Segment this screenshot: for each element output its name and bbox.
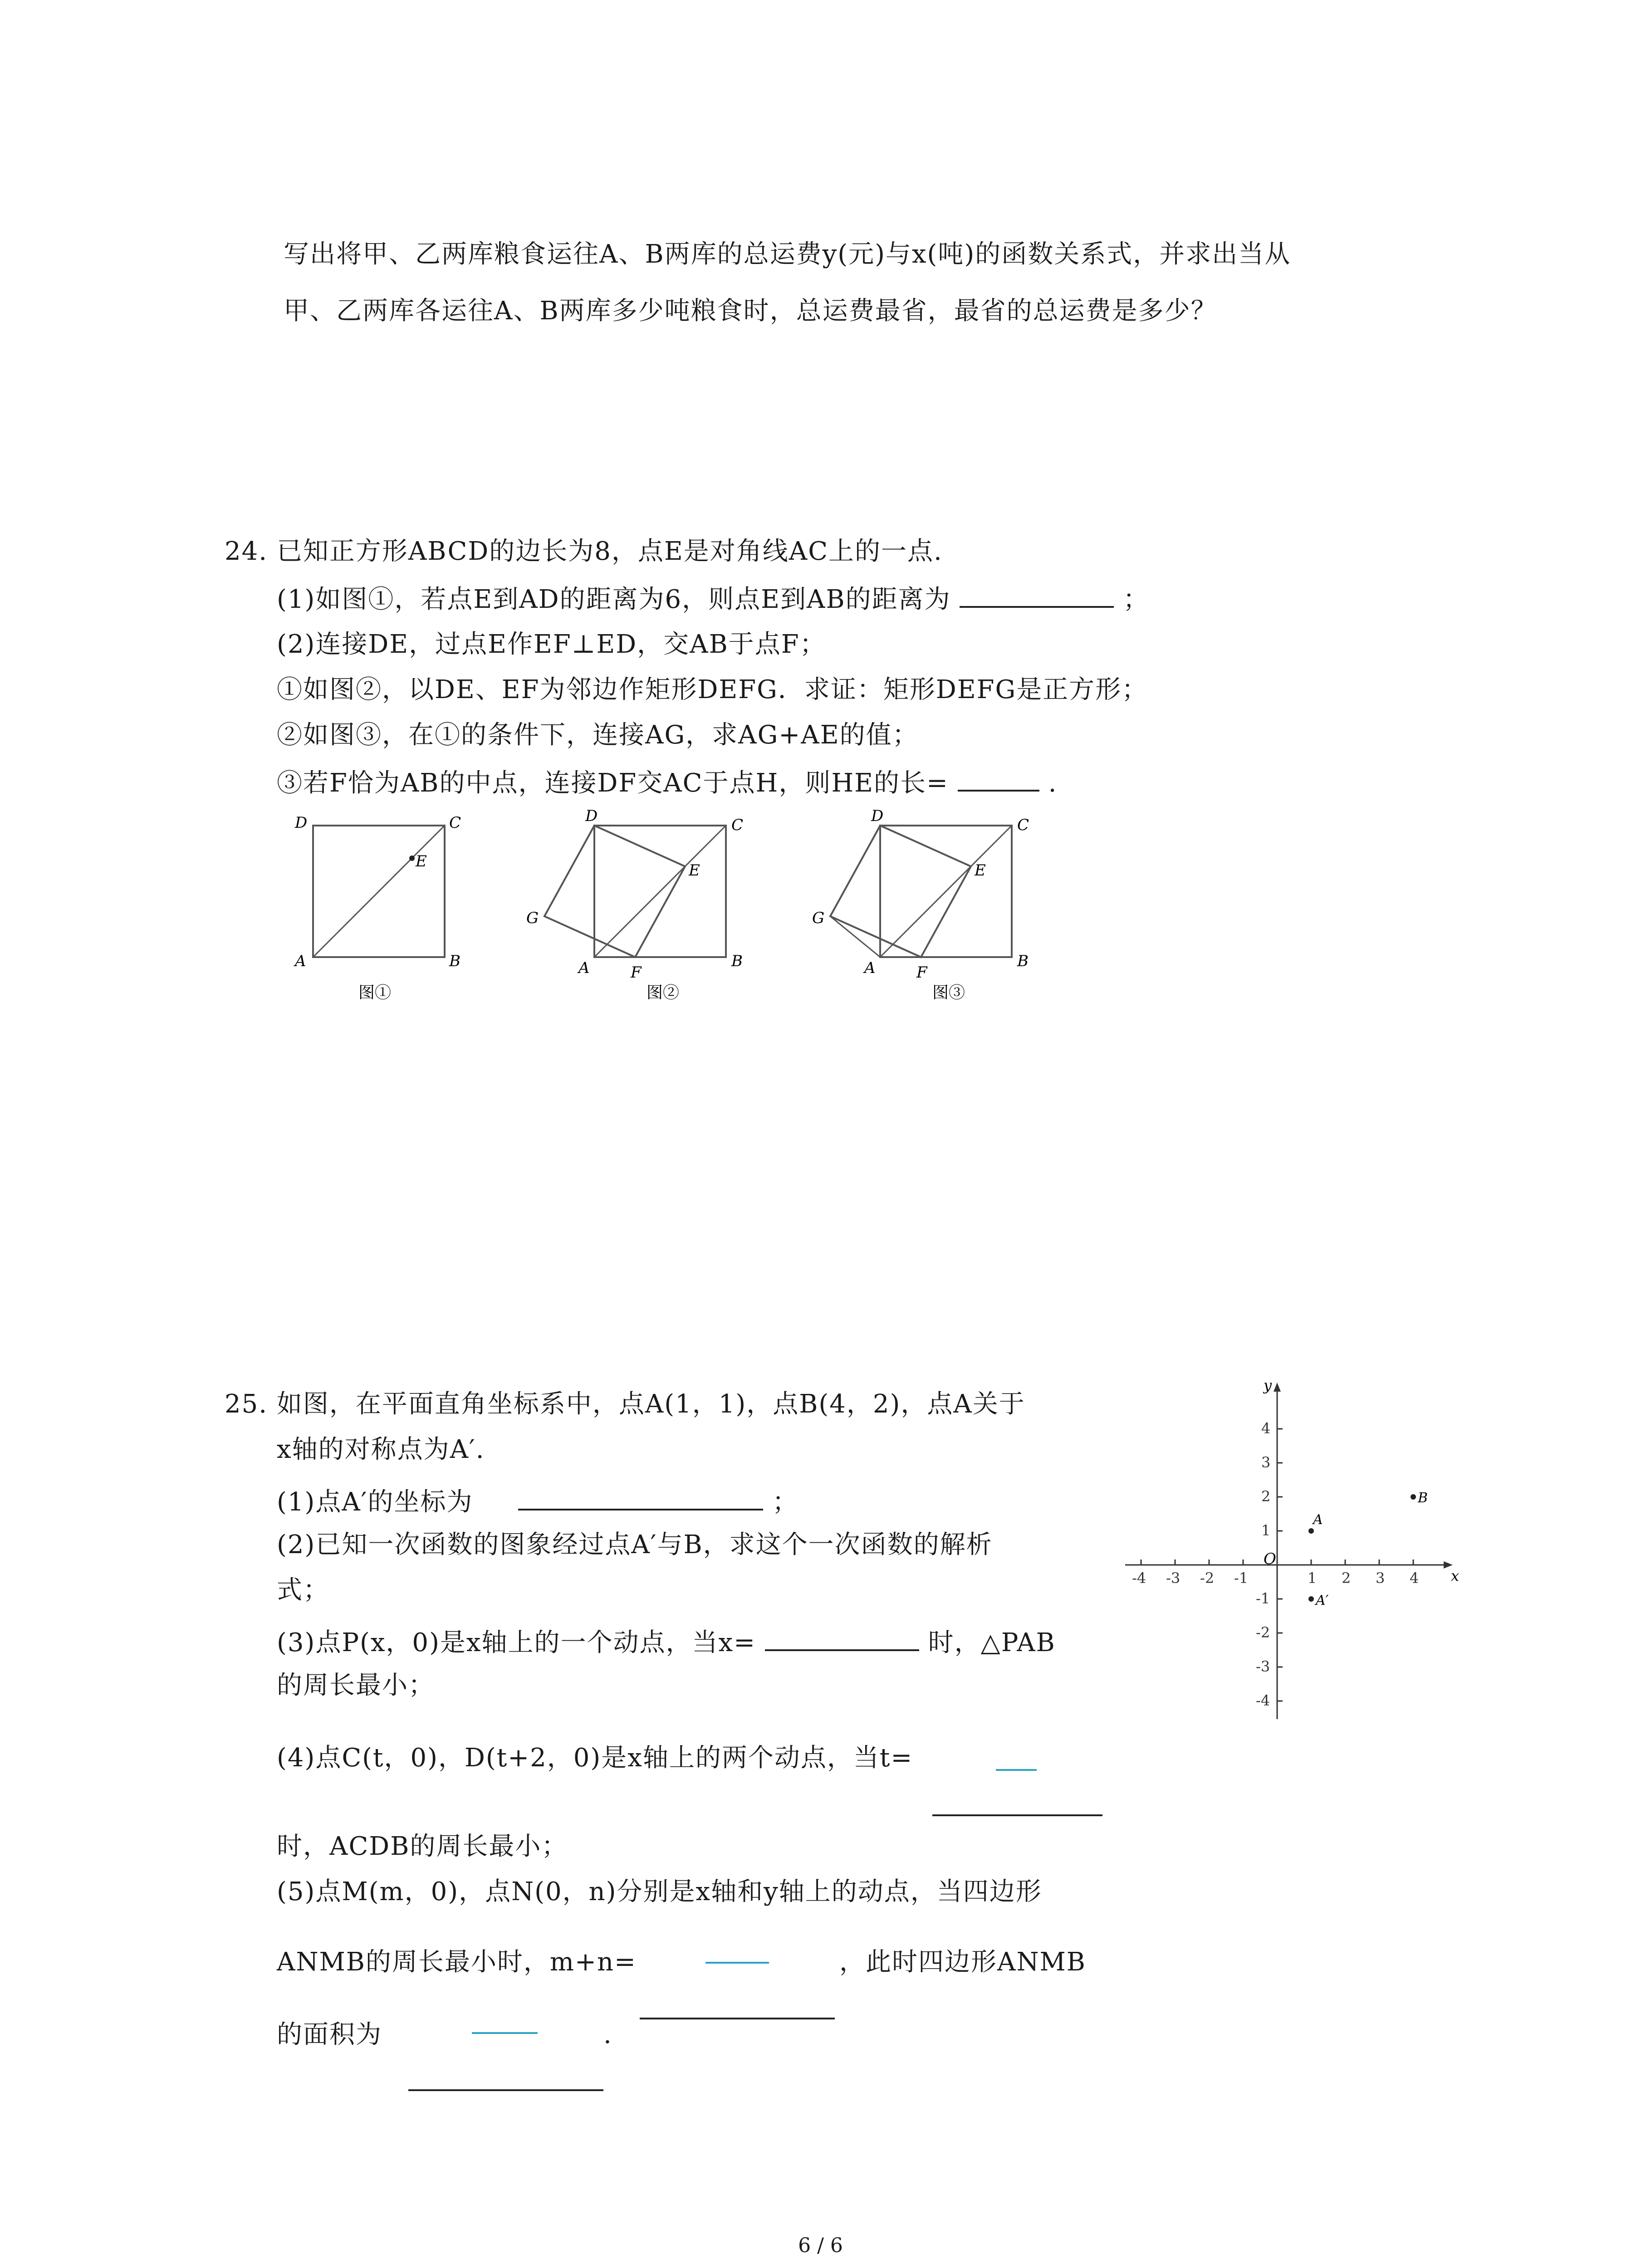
q25-part1 [277,1483,798,1519]
point-a-prime [1308,1596,1314,1602]
fig2-label-g: G [526,909,539,927]
x-tick-neg2: -2 [1200,1569,1215,1587]
q25-part4-blank[interactable] [932,1814,1102,1816]
fig1-label-d: D [295,814,308,832]
fig3-label-a: A [864,959,876,977]
q25-part5-answer-mark-2 [472,2032,538,2034]
q25-part2-cont: 式； [277,1575,329,1605]
q25-part5-answer-mark-1 [705,1962,769,1964]
x-tick-1: 1 [1308,1569,1317,1587]
y-tick-neg1: -1 [1256,1590,1270,1607]
x-tick-2: 2 [1342,1569,1351,1587]
origin-label: O [1264,1550,1276,1568]
q25-part1-text: (1)点A′的坐标为 [277,1487,473,1517]
fig2-caption: 图② [647,983,680,1002]
q25-part3-cont: 的周长最小； [277,1671,435,1700]
point-a-prime-label: A′ [1316,1593,1329,1608]
fig1-label-e: E [416,852,427,870]
point-a-label: A [1313,1512,1323,1528]
q25-part5-b: ANMB的周长最小时，m+n= [277,1947,637,1977]
q24-part2-3-blank[interactable] [958,764,1039,792]
q24-part2-3-end: . [1048,768,1058,798]
fig3-label-b: B [1017,952,1029,970]
fig1-label-b: B [449,952,460,970]
fig2-label-b: B [731,952,743,970]
q25-part5-blank-2[interactable] [408,2089,603,2091]
y-tick-neg4: -4 [1256,1692,1270,1709]
q25-part4: (4)点C(t，0)，D(t+2，0)是x轴上的两个动点，当t= [277,1743,913,1773]
fig3-label-c: C [1017,816,1029,834]
q23-line-1: 写出将甲、乙两库粮食运往A、B两库的总运费y(元)与x(吨)的函数关系式，并求出当从 [284,240,1291,269]
y-tick-neg2: -2 [1256,1624,1270,1641]
q24-figure-1 [286,807,476,1007]
q25-part4-cont: 时，ACDB的周长最小； [277,1832,568,1861]
y-tick-2: 2 [1261,1488,1271,1505]
point-a [1308,1528,1314,1534]
q25-part3-blank[interactable] [765,1624,919,1651]
fig3-label-g: G [812,909,825,927]
q24-part1 [277,581,1149,616]
q24-part2: (2)连接DE，过点E作EF⊥ED，交AB于点F； [277,630,826,659]
y-tick-4: 4 [1261,1420,1271,1437]
q24-part1-end: ； [1123,585,1150,614]
y-tick-1: 1 [1261,1522,1271,1539]
fig2-label-e: E [689,861,700,880]
q25-part3-end: 时，△PAB [928,1628,1056,1657]
q24-part1-blank[interactable] [960,581,1114,608]
q25-part3-text: (3)点P(x，0)是x轴上的一个动点，当x= [277,1628,756,1657]
q25-part3 [277,1624,1056,1659]
point-b [1411,1494,1416,1500]
x-axis-label: x [1451,1567,1460,1584]
q25-part2: (2)已知一次函数的图象经过点A′与B，求这个一次函数的解析 [277,1530,993,1559]
x-tick-neg1: -1 [1234,1569,1249,1587]
q25-part4-answer-mark [996,1769,1037,1771]
q25-part5-e: . [603,2020,612,2049]
q25-part1-end: ； [772,1487,799,1517]
q25-part1-blank[interactable] [518,1483,763,1510]
page-number: 6 / 6 [798,2234,843,2257]
q25-stem-1: 25. 如图，在平面直角坐标系中，点A(1，1)，点B(4，2)，点A关于 [225,1389,1025,1419]
q25-coordinate-figure [1112,1374,1465,1724]
q24-part2-3-text: ③若F恰为AB的中点，连接DF交AC于点H，则HE的长= [277,768,949,798]
y-tick-neg3: -3 [1256,1658,1270,1675]
x-tick-neg4: -4 [1132,1569,1146,1587]
q24-figure-2 [526,803,762,1007]
fig1-label-c: C [449,814,461,832]
fig2-label-c: C [731,816,744,834]
q24-part2-1: ①如图②，以DE、EF为邻边作矩形DEFG．求证：矩形DEFG是正方形； [277,675,1148,704]
y-tick-3: 3 [1261,1454,1271,1471]
q23-line-2: 甲、乙两库各运往A、B两库多少吨粮食时，总运费最省，最省的总运费是多少？ [284,296,1217,326]
point-b-label: B [1418,1490,1428,1506]
fig3-caption: 图③ [932,983,965,1002]
y-axis-label: y [1264,1377,1272,1394]
q24-part2-2: ②如图③，在①的条件下，连接AG，求AG+AE的值； [277,720,919,750]
q24-stem: 24. 已知正方形ABCD的边长为8，点E是对角线AC上的一点. [225,537,943,566]
q25-part5-blank-1[interactable] [640,2018,835,2019]
fig2-label-a: A [578,959,590,977]
q25-part5: (5)点M(m，0)，点N(0，n)分别是x轴和y轴上的动点，当四边形 [277,1877,1042,1906]
q25-stem-2: x轴的对称点为A′. [277,1435,485,1464]
q25-part5-c: ，此时四边形ANMB [839,1947,1086,1977]
x-tick-neg3: -3 [1166,1569,1181,1587]
fig1-label-a: A [295,952,306,970]
fig3-label-e: E [975,861,986,880]
q24-part1-text: (1)如图①，若点E到AD的距离为6，则点E到AB的距离为 [277,585,951,614]
q24-figure-3 [812,803,1048,1007]
q24-part2-3 [277,764,1057,800]
fig2-label-d: D [585,807,598,825]
fig1-caption: 图① [358,983,392,1002]
q25-part5-d: 的面积为 [277,2020,382,2049]
fig3-label-d: D [871,807,884,825]
fig2-label-f: F [631,963,642,982]
fig3-label-f: F [916,963,927,982]
x-tick-3: 3 [1376,1569,1385,1587]
x-tick-4: 4 [1410,1569,1419,1587]
